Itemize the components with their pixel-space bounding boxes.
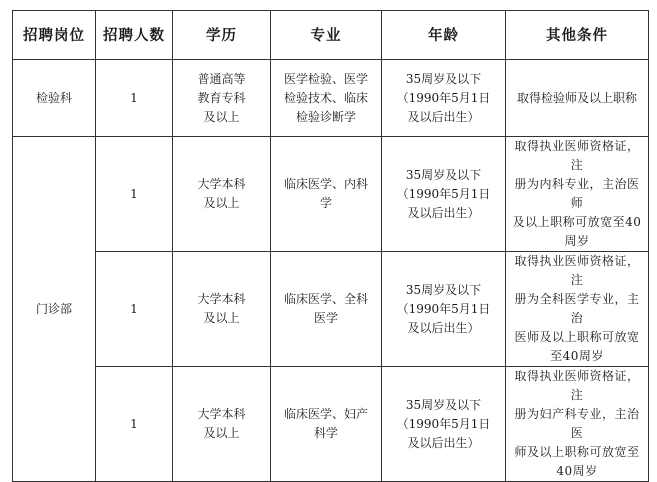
age-cell: 35周岁及以下 （1990年5月1日 及以后出生）	[382, 137, 506, 252]
major-cell: 临床医学、内科 学	[271, 137, 382, 252]
education-cell: 大学本科 及以上	[173, 252, 271, 367]
education-cell: 大学本科 及以上	[173, 137, 271, 252]
post-cell: 门诊部	[13, 137, 96, 482]
table-row	[13, 252, 649, 367]
table-row	[13, 367, 649, 482]
recruitment-table	[12, 10, 649, 482]
age-cell: 35周岁及以下 （1990年5月1日 及以后出生）	[382, 60, 506, 137]
conditions-cell: 取得检验师及以上职称	[506, 60, 649, 137]
header-conditions: 其他条件	[506, 11, 649, 60]
table-row	[13, 60, 649, 137]
header-education: 学历	[173, 11, 271, 60]
count-cell: 1	[96, 252, 173, 367]
education-cell: 大学本科 及以上	[173, 367, 271, 482]
table-row	[13, 137, 649, 252]
age-cell: 35周岁及以下 （1990年5月1日 及以后出生）	[382, 252, 506, 367]
header-count: 招聘人数	[96, 11, 173, 60]
major-cell: 临床医学、全科 医学	[271, 252, 382, 367]
age-cell: 35周岁及以下 （1990年5月1日 及以后出生）	[382, 367, 506, 482]
header-age: 年龄	[382, 11, 506, 60]
major-cell: 医学检验、医学 检验技术、临床 检验诊断学	[271, 60, 382, 137]
conditions-cell: 取得执业医师资格证，注 册为妇产科专业，主治医 师及以上职称可放宽至 40周岁	[506, 367, 649, 482]
education-cell: 普通高等 教育专科 及以上	[173, 60, 271, 137]
header-major: 专业	[271, 11, 382, 60]
table-header-row	[13, 11, 649, 60]
count-cell: 1	[96, 367, 173, 482]
conditions-cell: 取得执业医师资格证，注 册为全科医学专业，主治 医师及以上职称可放宽 至40周岁	[506, 252, 649, 367]
count-cell: 1	[96, 60, 173, 137]
conditions-cell: 取得执业医师资格证，注 册为内科专业，主治医师 及以上职称可放宽至40 周岁	[506, 137, 649, 252]
count-cell: 1	[96, 137, 173, 252]
major-cell: 临床医学、妇产 科学	[271, 367, 382, 482]
header-post: 招聘岗位	[13, 11, 96, 60]
post-cell: 检验科	[13, 60, 96, 137]
